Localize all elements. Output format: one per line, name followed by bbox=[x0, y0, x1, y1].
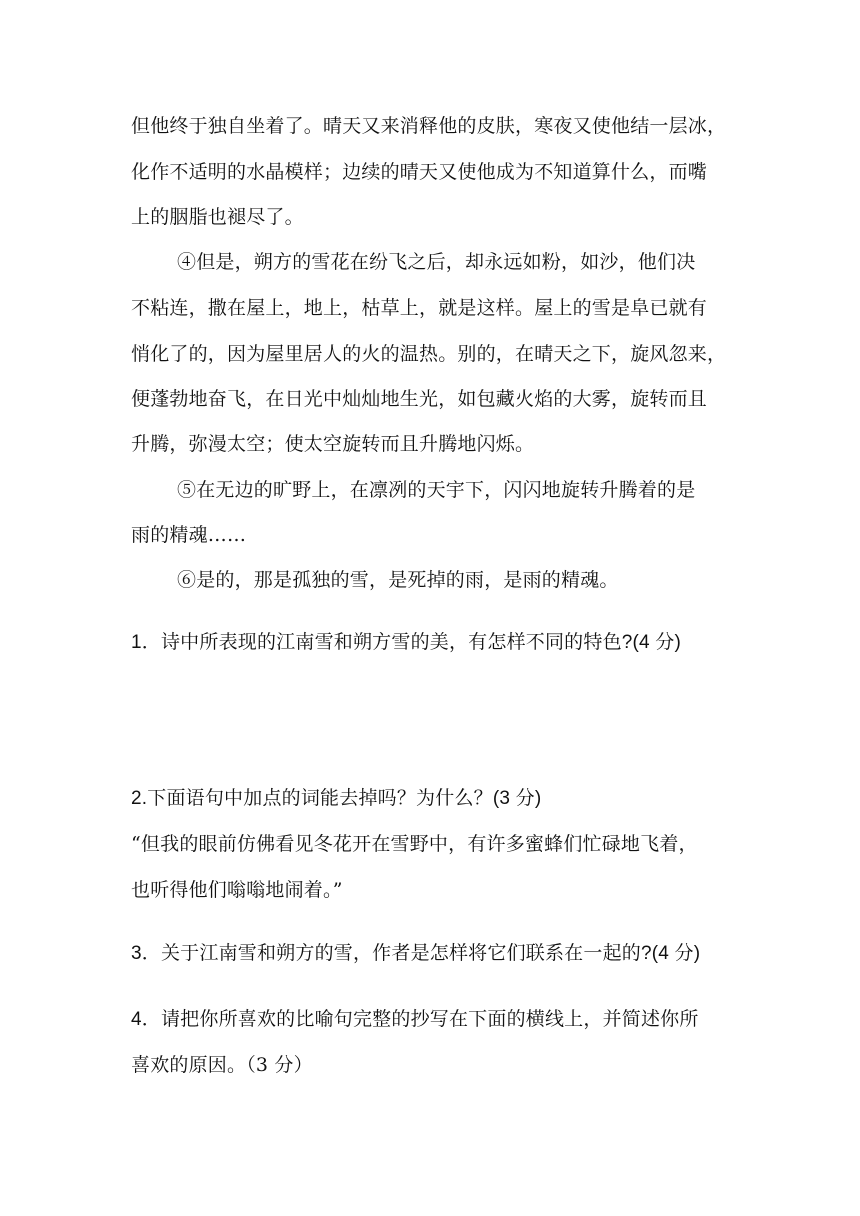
question-1: 1．诗中所表现的江南雪和朔方雪的美，有怎样不同的特色?(4 分) bbox=[131, 632, 682, 653]
paragraph-5-line-1: ⑤在无边的旷野上，在凛冽的天宇下，闪闪地旋转升腾着的是 bbox=[177, 479, 696, 501]
question-4-line-2: 喜欢的原因。（3 分） bbox=[131, 1054, 313, 1076]
paragraph-5-line-2: 雨的精魂…… bbox=[131, 524, 247, 546]
question-4-line-1: 4．请把你所喜欢的比喻句完整的抄写在下面的横线上，并简述你所 bbox=[131, 1009, 699, 1030]
question-2-quote-line-1: “但我的眼前仿佛看见冬花开在雪野中，有许多蜜蜂们忙碌地飞着， bbox=[131, 833, 698, 855]
paragraph-4-line-5: 升腾，弥漫太空；使太空旋转而且升腾地闪烁。 bbox=[131, 433, 535, 455]
question-3: 3．关于江南雪和朔方的雪，作者是怎样将它们联系在一起的?(4 分) bbox=[131, 943, 701, 964]
paragraph-4-line-1: ④但是，朔方的雪花在纷飞之后，却永远如粉，如沙，他们决 bbox=[177, 251, 696, 273]
paragraph-4-line-4: 便蓬勃地奋飞，在日光中灿灿地生光，如包藏火焰的大雾，旋转而且 bbox=[131, 388, 708, 410]
paragraph-3-line-3: 上的胭脂也褪尽了。 bbox=[131, 206, 304, 228]
paragraph-4-line-3: 悄化了的，因为屋里居人的火的温热。别的，在晴天之下，旋风忽来， bbox=[131, 343, 727, 365]
paragraph-4-line-2: 不粘连，撒在屋上，地上，枯草上，就是这样。屋上的雪是阜已就有 bbox=[131, 297, 708, 319]
question-2-quote-line-2: 也听得他们嗡嗡地闹着。” bbox=[131, 879, 343, 901]
paragraph-3-line-1: 但他终于独自坐着了。晴天又来消释他的皮肤，寒夜又使他结一层冰， bbox=[131, 115, 727, 137]
paragraph-3-line-2: 化作不适明的水晶模样；边续的晴天又使他成为不知道算什么，而嘴 bbox=[131, 161, 708, 183]
paragraph-6-line-1: ⑥是的，那是孤独的雪，是死掉的雨，是雨的精魂。 bbox=[177, 569, 619, 591]
question-2: 2.下面语句中加点的词能去掉吗？为什么？(3 分) bbox=[131, 788, 542, 809]
